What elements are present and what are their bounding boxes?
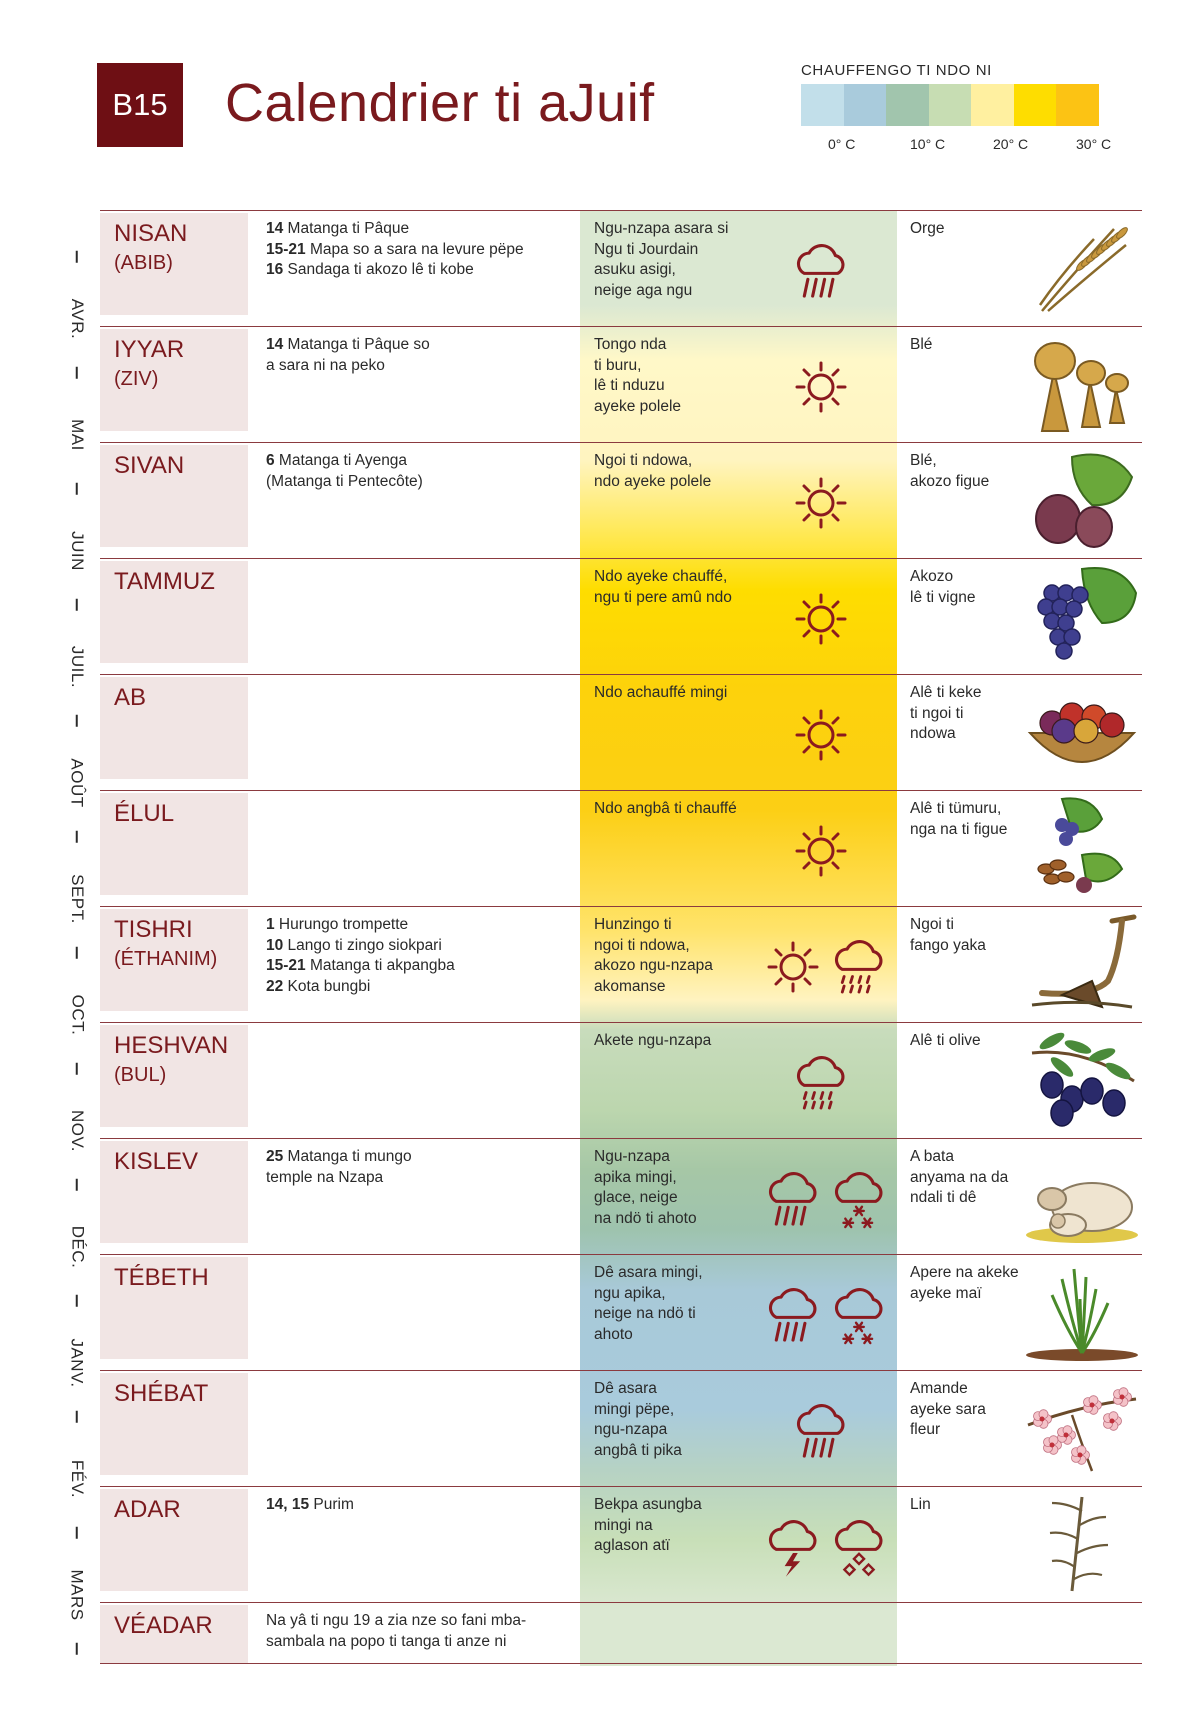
festival-line <box>266 1611 566 1632</box>
hebrew-month-name: VÉADAR <box>114 1612 213 1639</box>
crop-text <box>910 335 1040 356</box>
snow-cloud-icon <box>830 1168 888 1230</box>
fig-icon <box>1022 447 1142 551</box>
gregorian-month-label <box>62 645 92 689</box>
crop-line: Orge <box>910 220 945 237</box>
weather-text <box>594 1495 764 1557</box>
crop-line: fango yaka <box>910 936 986 954</box>
weather-icons <box>792 463 850 543</box>
month-divider-tick <box>76 1527 78 1539</box>
snow-cloud-icon <box>830 1284 888 1346</box>
thunder-cloud-icon <box>764 1516 822 1578</box>
month-cell <box>100 1373 248 1475</box>
weather-line: ngoi ti ndowa, <box>594 936 690 954</box>
plow-icon <box>1022 911 1142 1015</box>
month-divider-tick <box>76 1295 78 1307</box>
crop-line: nga na ti figue <box>910 820 1008 838</box>
gregorian-month-text: JANV. <box>68 1338 87 1388</box>
hebrew-month-name: HESHVAN <box>114 1032 229 1059</box>
calendar-row <box>100 1602 1142 1664</box>
rain-cloud-icon <box>764 1284 822 1346</box>
hebrew-month-name: TISHRI <box>114 916 193 943</box>
hebrew-month-name: TAMMUZ <box>114 568 215 595</box>
weather-line: asuku asigi, <box>594 261 676 278</box>
gregorian-month-label <box>62 874 92 924</box>
festival-label: Matanga ti Pâque <box>283 220 410 237</box>
festival-line <box>266 1168 566 1189</box>
weather-icons <box>764 927 888 1007</box>
weather-line: na ndö ti ahoto <box>594 1209 697 1227</box>
festival-label: sambala na popo ti tanga ti anze ni <box>266 1632 507 1650</box>
barley-icon <box>1022 215 1142 319</box>
month-divider-tick <box>76 1179 78 1191</box>
crop-line: Blé <box>910 336 933 353</box>
calendar-row <box>100 210 1142 326</box>
month-divider-tick <box>76 483 78 495</box>
weather-line: glace, neige <box>594 1189 678 1206</box>
crop-line: Alê ti olive <box>910 1032 981 1049</box>
gregorian-month-label <box>62 298 92 340</box>
festival-date: 22 <box>266 977 284 995</box>
crop-line: Ngoi ti <box>910 916 954 933</box>
festival-date: 25 <box>266 1148 284 1165</box>
festival-line <box>266 936 566 957</box>
hebrew-month-name: SHÉBAT <box>114 1380 209 1407</box>
weather-line: Ngoi ti ndowa, <box>594 452 693 469</box>
weather-text <box>594 451 764 492</box>
festival-label: Lango ti zingo siokpari <box>283 936 442 954</box>
crop-line: fleur <box>910 1421 941 1438</box>
hebrew-month-name: IYYAR <box>114 336 185 363</box>
festivals-text <box>266 915 566 997</box>
weather-line: ahoto <box>594 1325 633 1343</box>
crop-line: ti ngoi ti <box>910 704 964 722</box>
weather-line: neige aga ngu <box>594 281 693 299</box>
legend-tick: 30° C <box>1076 136 1112 152</box>
sun-icon <box>764 938 822 996</box>
weather-icons <box>792 579 850 659</box>
weather-line: Ngu-nzapa asara si <box>594 220 729 237</box>
crop-text <box>910 1379 1040 1441</box>
weather-text <box>594 799 764 820</box>
weather-icons <box>764 1159 888 1239</box>
weather-line: Dê asara <box>594 1380 657 1397</box>
festival-label: Hurungo trompette <box>274 916 409 933</box>
gregorian-month-text: AOÛT <box>68 758 88 808</box>
legend-swatch <box>971 84 1014 126</box>
festivals-text <box>266 219 566 281</box>
month-cell <box>100 1141 248 1243</box>
weather-line: ndo ayeke polele <box>594 472 712 490</box>
hebrew-month-alt-name: (ZIV) <box>114 368 159 390</box>
weather-line: akozo ngu-nzapa <box>594 957 713 974</box>
gregorian-month-label <box>62 758 92 808</box>
festival-date: 15-21 <box>266 240 306 258</box>
weather-text <box>594 1263 764 1345</box>
weather-text <box>594 335 764 417</box>
olive-icon <box>1022 1027 1142 1131</box>
crop-text <box>910 451 1040 492</box>
crop-line: anyama na da <box>910 1168 1009 1186</box>
hebrew-month-name: NISAN <box>114 220 188 247</box>
gregorian-month-text: JUIN <box>68 531 87 571</box>
grass-icon <box>1022 1259 1142 1363</box>
month-cell <box>100 677 248 779</box>
festival-date: 16 <box>266 261 284 278</box>
gregorian-month-text: MAI <box>68 419 88 451</box>
hebrew-month-alt-name: (ÉTHANIM) <box>114 948 218 970</box>
weather-icons <box>792 695 850 775</box>
gregorian-month-label <box>62 1338 92 1388</box>
hebrew-month-alt-name: (ABIB) <box>114 252 173 274</box>
weather-text <box>594 1147 764 1229</box>
hail-cloud-icon <box>830 1516 888 1578</box>
crop-text <box>910 219 1040 240</box>
festival-date: 14 <box>266 220 284 237</box>
festival-line <box>266 472 566 493</box>
hebrew-month-name: ÉLUL <box>114 800 175 827</box>
festival-line <box>266 1495 566 1516</box>
crop-line: A bata <box>910 1148 954 1165</box>
festival-label: Matanga ti Ayenga <box>274 452 408 469</box>
rain-cloud-icon <box>792 240 850 302</box>
gregorian-month-text: FÉV. <box>68 1459 88 1499</box>
weather-line: ngu ti pere amû ndo <box>594 588 732 606</box>
gregorian-month-text: OCT. <box>68 994 88 1036</box>
festival-label: (Matanga ti Pentecôte) <box>266 472 423 490</box>
festival-line <box>266 451 566 472</box>
gregorian-month-label <box>62 1459 92 1499</box>
sun-icon <box>792 474 850 532</box>
calendar-row <box>100 674 1142 790</box>
festival-date: 14 <box>266 336 284 353</box>
weather-text <box>594 1379 764 1461</box>
grapes-icon <box>1022 563 1142 667</box>
crop-text <box>910 1031 1040 1052</box>
weather-line: Tongo nda <box>594 336 667 353</box>
festival-line <box>266 260 566 281</box>
festival-label: Na yâ ti ngu 19 a zia nze so fani mba- <box>266 1612 527 1629</box>
temperature-legend-title: CHAUFFENGO TI NDO NI <box>801 62 992 79</box>
month-cell <box>100 329 248 431</box>
weather-line: Ndo ayeke chauffé, <box>594 568 728 585</box>
temperature-color-scale <box>801 84 1099 126</box>
month-divider-tick <box>76 831 78 843</box>
festival-line <box>266 956 566 977</box>
weather-line: Ngu ti Jourdain <box>594 240 699 258</box>
month-divider-tick <box>76 947 78 959</box>
almond-blossom-icon <box>1022 1375 1142 1479</box>
legend-swatch <box>1014 84 1057 126</box>
crop-line: ayeke sara <box>910 1400 986 1418</box>
gregorian-month-label <box>62 1225 92 1269</box>
month-divider-tick <box>76 1643 78 1655</box>
calendar-table <box>100 210 1142 1664</box>
crop-text <box>910 799 1040 840</box>
festival-label: Kota bungbi <box>283 977 371 995</box>
month-cell <box>100 213 248 315</box>
weather-line: Dê asara mingi, <box>594 1264 703 1281</box>
month-divider-tick <box>76 599 78 611</box>
weather-line: Ndo angbâ ti chauffé <box>594 800 737 817</box>
festival-date: 15-21 <box>266 957 306 974</box>
gregorian-month-text: SEPT. <box>68 874 87 924</box>
sun-icon <box>792 590 850 648</box>
weather-line: ngu-nzapa <box>594 1421 668 1438</box>
crop-text <box>910 915 1040 956</box>
festival-line <box>266 915 566 936</box>
weather-line: Hunzingo ti <box>594 916 672 933</box>
month-cell <box>100 445 248 547</box>
legend-swatch <box>801 84 844 126</box>
crop-line: Apere na akeke <box>910 1264 1019 1281</box>
calendar-row <box>100 1138 1142 1254</box>
weather-line: Ngu-nzapa <box>594 1148 670 1165</box>
gregorian-month-label <box>62 531 92 571</box>
crop-line: Alê ti tümuru, <box>910 800 1002 817</box>
hebrew-month-alt-name: (BUL) <box>114 1064 167 1086</box>
weather-icons <box>764 1507 888 1587</box>
month-cell <box>100 909 248 1011</box>
legend-swatch <box>886 84 929 126</box>
crop-line: lê ti vigne <box>910 588 976 606</box>
calendar-row <box>100 906 1142 1022</box>
weather-text <box>594 219 764 301</box>
weather-text <box>594 683 764 704</box>
light-rain-cloud-icon <box>830 936 888 998</box>
weather-line: Ndo achauffé mingi <box>594 684 728 701</box>
crop-line: akozo figue <box>910 472 990 490</box>
month-divider-tick <box>76 1411 78 1423</box>
festivals-text <box>266 1495 566 1516</box>
legend-tick: 10° C <box>910 136 946 152</box>
month-cell <box>100 1025 248 1127</box>
calendar-row <box>100 442 1142 558</box>
sun-icon <box>792 358 850 416</box>
gregorian-month-text: MARS <box>68 1569 87 1621</box>
hebrew-month-name: AB <box>114 684 147 711</box>
crop-line: ndali ti dê <box>910 1189 977 1206</box>
festival-line <box>266 1632 566 1653</box>
month-cell <box>100 793 248 895</box>
crop-line: ayeke maï <box>910 1284 982 1302</box>
gregorian-month-text: JUIL. <box>68 645 87 689</box>
festival-label: a sara ni na peko <box>266 356 385 374</box>
crop-line: Akozo <box>910 568 954 585</box>
gregorian-month-text: AVR. <box>68 298 88 340</box>
weather-icons <box>764 1275 888 1355</box>
festival-label: Matanga ti mungo <box>283 1148 412 1165</box>
month-divider-tick <box>76 367 78 379</box>
gregorian-month-label <box>62 1569 92 1621</box>
weather-line: angbâ ti pika <box>594 1441 682 1459</box>
sun-icon <box>792 822 850 880</box>
festivals-text <box>266 1147 566 1188</box>
weather-line: mingi na <box>594 1516 653 1534</box>
month-cell <box>100 1257 248 1359</box>
weather-icons <box>792 811 850 891</box>
month-cell <box>100 1489 248 1591</box>
crop-text <box>910 1495 1040 1516</box>
calendar-row <box>100 326 1142 442</box>
weather-line: akomanse <box>594 977 666 995</box>
legend-swatch <box>929 84 972 126</box>
crop-text <box>910 1147 1040 1209</box>
festival-date: 14, 15 <box>266 1496 310 1513</box>
weather-text <box>594 567 764 608</box>
legend-tick: 20° C <box>993 136 1029 152</box>
festival-date: 1 <box>266 916 275 933</box>
weather-text <box>594 915 764 997</box>
calendar-row <box>100 790 1142 906</box>
sun-icon <box>792 706 850 764</box>
rain-cloud-icon <box>764 1168 822 1230</box>
festivals-text <box>266 1611 566 1652</box>
gregorian-month-label <box>62 994 92 1036</box>
calendar-row <box>100 558 1142 674</box>
hebrew-month-name: SIVAN <box>114 452 185 479</box>
crop-line: Amande <box>910 1380 968 1397</box>
festival-date: 6 <box>266 452 275 469</box>
page-title: Calendrier ti aJuif <box>225 73 655 133</box>
month-cell <box>100 1605 248 1663</box>
light-rain-cloud-icon <box>792 1052 850 1114</box>
crop-line: Alê ti keke <box>910 684 982 701</box>
gregorian-month-label <box>62 1109 92 1153</box>
festival-label: Purim <box>309 1496 354 1513</box>
festival-label: Mapa so a sara na levure pëpe <box>305 240 524 258</box>
crop-line: ndowa <box>910 725 956 742</box>
festival-line <box>266 977 566 998</box>
weather-icons <box>792 1043 850 1123</box>
weather-line: aglason atï <box>594 1537 670 1554</box>
calendar-row <box>100 1254 1142 1370</box>
festivals-text <box>266 451 566 492</box>
month-divider-tick <box>76 715 78 727</box>
legend-tick: 0° C <box>828 136 856 152</box>
calendar-row <box>100 1486 1142 1602</box>
weather-line: ti buru, <box>594 356 642 374</box>
flax-icon <box>1022 1491 1142 1595</box>
crop-text <box>910 683 1040 745</box>
weather-line: ayeke polele <box>594 397 682 415</box>
gregorian-month-text: NOV. <box>68 1109 88 1153</box>
crop-text <box>910 567 1040 608</box>
sheep-icon <box>1022 1143 1142 1247</box>
fruit-basket-icon <box>1022 679 1142 783</box>
festival-label: Matanga ti Pâque so <box>283 336 430 353</box>
legend-swatch <box>844 84 887 126</box>
wheat-sheaf-icon <box>1022 331 1142 435</box>
month-divider-tick <box>76 251 78 263</box>
festival-label: Matanga ti akpangba <box>305 957 455 974</box>
weather-line: Akete ngu-nzapa <box>594 1032 712 1049</box>
weather-icons <box>792 347 850 427</box>
page-badge: B15 <box>97 63 183 147</box>
hebrew-month-name: ADAR <box>114 1496 181 1523</box>
hebrew-month-name: TÉBETH <box>114 1264 209 1291</box>
festival-line <box>266 356 566 377</box>
weather-line: Bekpa asungba <box>594 1496 702 1513</box>
festival-line <box>266 335 566 356</box>
month-cell <box>100 561 248 663</box>
weather-line: mingi pëpe, <box>594 1400 675 1418</box>
crop-line: Blé, <box>910 452 937 469</box>
weather-text <box>594 1031 764 1052</box>
weather-line: lê ti nduzu <box>594 377 665 394</box>
legend-swatch <box>1056 84 1099 126</box>
weather-icons <box>792 1391 850 1471</box>
month-divider-tick <box>76 1063 78 1075</box>
festival-label: Sandaga ti akozo lê ti kobe <box>283 261 474 278</box>
festival-line <box>266 1147 566 1168</box>
festival-date: 10 <box>266 936 284 954</box>
weather-line: neige na ndö ti <box>594 1305 696 1322</box>
calendar-row <box>100 1022 1142 1138</box>
dates-figs-icon <box>1022 795 1142 899</box>
crop-text <box>910 1263 1040 1304</box>
weather-line: ngu apika, <box>594 1284 666 1302</box>
weather-line: apika mingi, <box>594 1168 677 1186</box>
crop-line: Lin <box>910 1496 931 1513</box>
gregorian-month-text: DÉC. <box>68 1225 87 1269</box>
hebrew-month-name: KISLEV <box>114 1148 199 1175</box>
festivals-text <box>266 335 566 376</box>
festival-label: temple na Nzapa <box>266 1168 384 1186</box>
festival-line <box>266 219 566 240</box>
rain-cloud-icon <box>792 1400 850 1462</box>
weather-icons <box>792 231 850 311</box>
festival-line <box>266 240 566 261</box>
gregorian-month-label <box>62 420 92 450</box>
calendar-row <box>100 1370 1142 1486</box>
